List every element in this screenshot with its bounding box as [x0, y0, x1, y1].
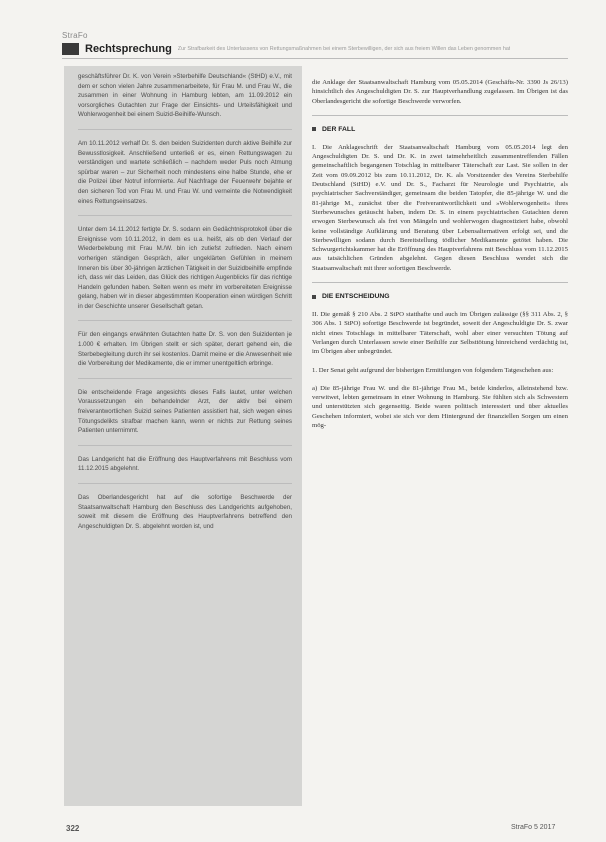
header-title: Rechtsprechung [85, 42, 172, 55]
tatsache-intro: 1. Der Senat geht aufgrund der bisherigen Ermittlungen von folgendem Tatgeschehen aus: [312, 366, 554, 374]
left-paragraph: Für den eingangs erwähnten Gutachten hatte Dr. S. von den Suizidenten je 1.000 € erhalten. Im Übrigen stellt er sich später, derart gehend ein, die Sterbebegleitung durch ihr sei kostenlos. Damit meine er die Anwesenheit wie die Vorbereitung der Medikamente, die er immer unentgeltlich erbringe. [78, 331, 292, 368]
header-subtitle: Zur Strafbarkeit des Unterlassens von Rettungsmaßnahmen bei einem Sterbewilligen, der sich aus freiem Willen das Leben genommen hat [177, 45, 511, 52]
heading-der-fall [312, 126, 568, 133]
right-column [312, 78, 568, 808]
heading-bullet-icon [312, 295, 316, 299]
heading-entscheidung [312, 293, 568, 300]
running-header [62, 42, 568, 55]
page-number: 322 [66, 824, 80, 833]
entscheidung-text: II. Die gemäß § 210 Abs. 2 StPO statthafte und auch im Übrigen zulässige (§§ 311 Abs. 2, § 306 Abs. 1 StPO) sofortige Beschwerde ist begründet, soweit der Angeschuldigte Dr. S. zwar nicht eines Totschlags in mittelbarer Täterschaft, wohl aber einer versuchten Tötung auf Verlangen durch Unterlassen sowie einer Beihilfe zur Selbsttötung hinreichend verdächtig ist, im Übrigen aber unbegründet. [312, 311, 568, 356]
header-rule [62, 58, 568, 59]
left-paragraph: geschäftsführer Dr. K. von Verein »Sterbehilfe Deutschland« (StHD) e.V., mit dem er schon vielen Jahre zusammenarbeitete, für Frau M. und Frau W., die zusammen in einer Wohnung in Hamburg lebten, am 11.09.2012 ein vorsorgliches Gutachten zur Frage der Einsichts- und Urteilsfähigkeit und Wohlerwogenheit bei einem Suizid-Beihilfe-Wunsch. [78, 73, 292, 119]
section-label: StraFo [62, 31, 88, 40]
left-column [64, 66, 302, 806]
right-intro: die Anklage der Staatsanwaltschaft Hamburg vom 05.05.2014 (Geschäfts-Nr. 3390 Js 26/13) hinsichtlich des Angeschuldigten Dr. S. zur Hauptverhandlung zugelassen. Im Übrigen ist das Oberlandesgericht die sofortige Beschwerde verworfen. [312, 79, 568, 105]
section-marker [62, 43, 79, 55]
heading-entscheidung-text: DIE ENTSCHEIDUNG [322, 293, 390, 301]
left-paragraph: Die entscheidende Frage angesichts dieses Falls lautet, unter welchen Voraussetzungen ein behandelnder Arzt, der aktiv bei einem freiverantwortlichen Suizid seines Patienten assistiert hat, sich wegen eines Tötungsdelikts strafbar machen kann, wenn er nichts zur Rettung seines Patienten unternimmt. [78, 388, 292, 435]
fall-text: I. Die Anklageschrift der Staatsanwaltschaft Hamburg vom 05.05.2014 legt den Angeschuldigten Dr. S. und Dr. K. in zwei tatmehrheitlich zusammentreffenden Fällen gemeinschaftlich begangenen Totschlag in mittelbarer Täterschaft zur Last. Sie sollen in der Zeit vom 09.09.2012 bis zum 10.11.2012, Dr. K. als Vorsitzender des Vereins Sterbehilfe Deutschland (StHD) e.V. und Dr. S., Facharzt für Neurologie und Psychiatrie, als psychiatrischer Sachverständiger, gemeinsam die beiden Tatopfer, die 85-jährige W. und die 81-jährige M., zunächst über die Freiverantwortlichkeit und »Wohlerwogenheit« ihres Sterbewunsches getäuscht haben, indem Dr. S. in einem psychiatrischen Gutachten deren erwogen Sterbewunsch als frei von Mängeln und wohlerwogen diagnostiziert habe, obwohl keine vollständige Aufklärung und Beratung über Lebensalternativen erfolgt sei, und die Sterbewilligen sodann durch Bereitstellung tödlicher Medikamente getötet haben. Die Schwurgerichtskammer hat die Eröffnung des Hauptverfahrens mit Beschluss vom 11.12.2015 aus tatsächlichen Gründen abgelehnt. Gegen diesen Beschluss wendet sich die Staatsanwaltschaft mit ihrer sofortigen Beschwerde. [312, 143, 568, 272]
left-paragraph: Das Oberlandesgericht hat auf die sofortige Beschwerde der Staatsanwaltschaft Hamburg den Beschluss des Landgerichts aufgehoben, soweit mit diesem die Eröffnung des Hauptverfahrens betreffend den Angeschuldigten Dr. S. abgelehnt worden ist, und [78, 494, 292, 530]
left-paragraph: Unter dem 14.11.2012 fertigte Dr. S. sodann ein Gedächtnisprotokoll über die Ereignisse vom 10.11.2012, in dem es u.a. heißt, als ob den Verlauf der Wiederbelebung mit Frau M./W. bin ich zutiefst zufrieden. Nach einem vorherigen ständigen Gespräch, aller ungeklärten Gefühlen in meinem Inneren bis über 30-jährigen ärztlichen Tätigkeit in der Suizidbeihilfe empfinde ich, dass wir das Leiden, das Glück des richtigen Augenblicks für das richtige Handeln gefunden haben. Selten wenn es mehr im vorbereiteten Ereignisse gelang, haben wir in dieser abgestimmten Kooperation einen würdigen Schritt in der Geschichte unserer Gesellschaft getan. [78, 226, 292, 310]
tatsache-text: a) Die 85-jährige Frau W. und die 81-jährige Frau M., beide kinderlos, alleinstehend bzw. verwitwet, lebten gemeinsam in einer Wohnung in Hamburg. Sie fühlten sich als Schwestern und unterstützten sich gegenseitig. Beide waren politisch interessiert und über aktuelles Geschehen informiert, wobei sie sich vor dem Hintergrund der finanziellen Sorgen um einen mög- [312, 384, 568, 430]
left-paragraph: Das Landgericht hat die Eröffnung des Hauptverfahrens mit Beschluss vom 11.12.2015 abgelehnt. [78, 455, 292, 473]
heading-der-fall-text: DER FALL [322, 125, 356, 133]
journal-reference: StraFo 5 2017 [511, 824, 556, 831]
heading-bullet-icon [312, 127, 316, 131]
left-paragraph: Am 10.11.2012 verhalf Dr. S. den beiden Suizidenten durch aktive Beihilfe zur Bewusstlosigkeit. Anschließend unterließ er es, einen Rettungswagen zu verständigen und wartete schließlich – nachdem weder Puls noch Atmung spürbar waren – zur Sicherheit noch mindestens eine halbe Stunde, ehe er die Polizei über Notruf informierte. Auf Nachfrage der Feuerwehr bejahte er den sicheren Tod von Frau M. und Frau W. und verneinte die Notwendigkeit eines Rettungseinsatzes. [78, 139, 292, 205]
